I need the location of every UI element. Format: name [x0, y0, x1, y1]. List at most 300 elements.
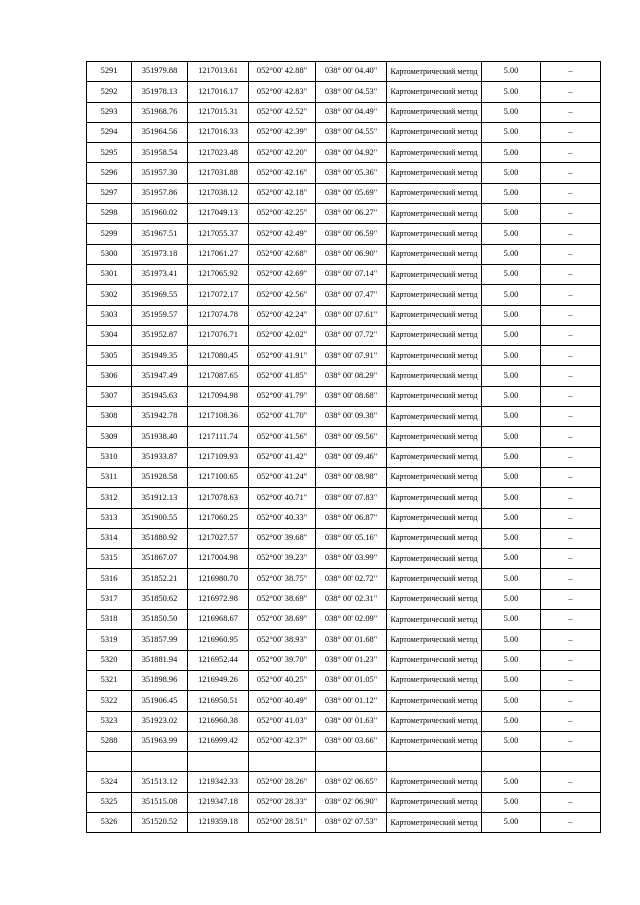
y-coordinate-cell: 1216972.98 [188, 589, 249, 609]
accuracy-cell: 5.00 [482, 386, 541, 406]
x-coordinate-cell: 351881.94 [132, 650, 188, 670]
method-cell: Картометрический метод [387, 204, 482, 224]
latitude-cell: 052°00' 40.33" [249, 508, 316, 528]
latitude-cell: 052°00' 42.39" [249, 122, 316, 142]
coordinates-table [86, 61, 601, 833]
extra-cell: – [541, 264, 601, 284]
point-number-cell: 5305 [87, 346, 132, 366]
accuracy-cell: 5.00 [482, 122, 541, 142]
y-coordinate-cell: 1216980.70 [188, 569, 249, 589]
longitude-cell: 038° 02' 06.65" [316, 772, 387, 792]
table-row [87, 569, 601, 589]
point-number-cell: 5311 [87, 467, 132, 487]
latitude-cell: 052°00' 42.37" [249, 731, 316, 751]
latitude-cell: 052°00' 42.20" [249, 143, 316, 163]
table-row [87, 264, 601, 284]
x-coordinate-cell: 351520.52 [132, 812, 188, 832]
accuracy-cell: 5.00 [482, 691, 541, 711]
y-coordinate-cell: 1217074.78 [188, 305, 249, 325]
method-cell: Картометрический метод [387, 508, 482, 528]
latitude-cell: 052°00' 42.49" [249, 224, 316, 244]
accuracy-cell: 5.00 [482, 772, 541, 792]
latitude-cell: 052°00' 42.18" [249, 183, 316, 203]
y-coordinate-cell: 1217015.31 [188, 102, 249, 122]
y-coordinate-cell: 1217013.61 [188, 62, 249, 82]
extra-cell: – [541, 812, 601, 832]
latitude-cell: 052°00' 42.68" [249, 244, 316, 264]
extra-cell: – [541, 549, 601, 569]
accuracy-cell: 5.00 [482, 183, 541, 203]
x-coordinate-cell: 351960.02 [132, 204, 188, 224]
extra-cell: – [541, 102, 601, 122]
accuracy-cell: 5.00 [482, 407, 541, 427]
x-coordinate-cell: 351850.50 [132, 610, 188, 630]
latitude-cell: 052°00' 41.79" [249, 386, 316, 406]
point-number-cell: 5314 [87, 528, 132, 548]
table-row [87, 467, 601, 487]
table-row [87, 447, 601, 467]
latitude-cell: 052°00' 41.70" [249, 407, 316, 427]
point-number-cell: 5292 [87, 82, 132, 102]
longitude-cell: 038° 00' 06.59" [316, 224, 387, 244]
y-coordinate-cell: 1217108.36 [188, 407, 249, 427]
method-cell: Картометрический метод [387, 589, 482, 609]
table-row [87, 528, 601, 548]
x-coordinate-cell: 351857.99 [132, 630, 188, 650]
longitude-cell: 038° 00' 01.63" [316, 711, 387, 731]
accuracy-cell: 5.00 [482, 325, 541, 345]
latitude-cell: 052°00' 41.03" [249, 711, 316, 731]
table-row [87, 589, 601, 609]
extra-cell: – [541, 366, 601, 386]
y-coordinate-cell: 1217109.93 [188, 447, 249, 467]
method-cell: Картометрический метод [387, 143, 482, 163]
accuracy-cell: 5.00 [482, 204, 541, 224]
accuracy-cell: 5.00 [482, 305, 541, 325]
table-row [87, 204, 601, 224]
method-cell: Картометрический метод [387, 183, 482, 203]
point-number-cell: 5322 [87, 691, 132, 711]
accuracy-cell: 5.00 [482, 569, 541, 589]
x-coordinate-cell: 351938.40 [132, 427, 188, 447]
point-number-cell: 5288 [87, 731, 132, 751]
y-coordinate-cell: 1219347.18 [188, 792, 249, 812]
y-coordinate-cell: 1216952.44 [188, 650, 249, 670]
x-coordinate-cell: 351850.62 [132, 589, 188, 609]
point-number-cell: 5325 [87, 792, 132, 812]
method-cell: Картометрический метод [387, 366, 482, 386]
table-row [87, 366, 601, 386]
table-separator-row [87, 752, 601, 772]
y-coordinate-cell: 1217027.57 [188, 528, 249, 548]
table-row [87, 386, 601, 406]
table-row [87, 549, 601, 569]
x-coordinate-cell: 351515.08 [132, 792, 188, 812]
point-number-cell: 5294 [87, 122, 132, 142]
table-body [87, 62, 601, 833]
extra-cell: – [541, 488, 601, 508]
extra-cell: – [541, 143, 601, 163]
x-coordinate-cell: 351957.86 [132, 183, 188, 203]
accuracy-cell: 5.00 [482, 102, 541, 122]
method-cell: Картометрический метод [387, 102, 482, 122]
x-coordinate-cell: 351880.92 [132, 528, 188, 548]
x-coordinate-cell: 351923.02 [132, 711, 188, 731]
accuracy-cell: 5.00 [482, 62, 541, 82]
method-cell: Картометрический метод [387, 630, 482, 650]
method-cell: Картометрический метод [387, 163, 482, 183]
accuracy-cell: 5.00 [482, 488, 541, 508]
y-coordinate-cell: 1217065.92 [188, 264, 249, 284]
longitude-cell: 038° 00' 08.68" [316, 386, 387, 406]
x-coordinate-cell: 351906.45 [132, 691, 188, 711]
table-row [87, 792, 601, 812]
longitude-cell: 038° 00' 04.92" [316, 143, 387, 163]
longitude-cell: 038° 00' 08.98" [316, 467, 387, 487]
extra-cell: – [541, 650, 601, 670]
extra-cell: – [541, 427, 601, 447]
method-cell: Картометрический метод [387, 711, 482, 731]
table-row [87, 143, 601, 163]
point-number-cell: 5297 [87, 183, 132, 203]
latitude-cell: 052°00' 39.23" [249, 549, 316, 569]
longitude-cell: 038° 00' 03.99" [316, 549, 387, 569]
table-row [87, 325, 601, 345]
y-coordinate-cell: 1217061.27 [188, 244, 249, 264]
extra-cell: – [541, 772, 601, 792]
point-number-cell: 5307 [87, 386, 132, 406]
y-coordinate-cell: 1216960.95 [188, 630, 249, 650]
latitude-cell: 052°00' 40.49" [249, 691, 316, 711]
table-row [87, 62, 601, 82]
accuracy-cell: 5.00 [482, 731, 541, 751]
method-cell: Картометрический метод [387, 305, 482, 325]
y-coordinate-cell: 1219359.18 [188, 812, 249, 832]
point-number-cell: 5324 [87, 772, 132, 792]
point-number-cell: 5319 [87, 630, 132, 650]
point-number-cell: 5315 [87, 549, 132, 569]
y-coordinate-cell: 1217111.74 [188, 427, 249, 447]
accuracy-cell: 5.00 [482, 650, 541, 670]
y-coordinate-cell: 1216950.51 [188, 691, 249, 711]
y-coordinate-cell: 1217080.45 [188, 346, 249, 366]
latitude-cell: 052°00' 42.83" [249, 82, 316, 102]
y-coordinate-cell: 1217049.13 [188, 204, 249, 224]
y-coordinate-cell: 1217004.98 [188, 549, 249, 569]
method-cell: Картометрический метод [387, 82, 482, 102]
table-row [87, 305, 601, 325]
x-coordinate-cell: 351967.51 [132, 224, 188, 244]
extra-cell: – [541, 792, 601, 812]
accuracy-cell: 5.00 [482, 508, 541, 528]
extra-cell: – [541, 183, 601, 203]
x-coordinate-cell: 351978.13 [132, 82, 188, 102]
latitude-cell: 052°00' 28.51" [249, 812, 316, 832]
longitude-cell: 038° 00' 09.56" [316, 427, 387, 447]
x-coordinate-cell: 351942.78 [132, 407, 188, 427]
extra-cell [541, 752, 601, 772]
x-coordinate-cell [132, 752, 188, 772]
table-row [87, 812, 601, 832]
table-row [87, 244, 601, 264]
y-coordinate-cell: 1217055.37 [188, 224, 249, 244]
latitude-cell: 052°00' 41.24" [249, 467, 316, 487]
method-cell: Картометрический метод [387, 670, 482, 690]
accuracy-cell: 5.00 [482, 589, 541, 609]
extra-cell: – [541, 325, 601, 345]
x-coordinate-cell: 351947.49 [132, 366, 188, 386]
accuracy-cell: 5.00 [482, 549, 541, 569]
x-coordinate-cell: 351973.41 [132, 264, 188, 284]
extra-cell: – [541, 244, 601, 264]
longitude-cell: 038° 00' 07.83" [316, 488, 387, 508]
method-cell: Картометрический метод [387, 224, 482, 244]
x-coordinate-cell: 351968.76 [132, 102, 188, 122]
longitude-cell: 038° 02' 06.90" [316, 792, 387, 812]
extra-cell: – [541, 122, 601, 142]
latitude-cell: 052°00' 42.88" [249, 62, 316, 82]
x-coordinate-cell: 351898.96 [132, 670, 188, 690]
point-number-cell: 5298 [87, 204, 132, 224]
extra-cell: – [541, 346, 601, 366]
accuracy-cell: 5.00 [482, 528, 541, 548]
extra-cell: – [541, 467, 601, 487]
x-coordinate-cell: 351867.07 [132, 549, 188, 569]
longitude-cell: 038° 00' 04.53" [316, 82, 387, 102]
x-coordinate-cell: 351900.55 [132, 508, 188, 528]
table-row [87, 650, 601, 670]
latitude-cell: 052°00' 39.68" [249, 528, 316, 548]
longitude-cell: 038° 00' 07.91" [316, 346, 387, 366]
table-row [87, 731, 601, 751]
y-coordinate-cell: 1216968.67 [188, 610, 249, 630]
x-coordinate-cell: 351959.57 [132, 305, 188, 325]
table-row [87, 630, 601, 650]
latitude-cell: 052°00' 42.69" [249, 264, 316, 284]
point-number-cell: 5302 [87, 285, 132, 305]
x-coordinate-cell: 351928.58 [132, 467, 188, 487]
method-cell: Картометрический метод [387, 447, 482, 467]
point-number-cell: 5321 [87, 670, 132, 690]
longitude-cell: 038° 00' 07.72" [316, 325, 387, 345]
longitude-cell: 038° 00' 01.05" [316, 670, 387, 690]
extra-cell: – [541, 305, 601, 325]
latitude-cell: 052°00' 42.16" [249, 163, 316, 183]
method-cell: Картометрический метод [387, 62, 482, 82]
method-cell: Картометрический метод [387, 346, 482, 366]
point-number-cell: 5320 [87, 650, 132, 670]
extra-cell: – [541, 285, 601, 305]
accuracy-cell: 5.00 [482, 244, 541, 264]
latitude-cell: 052°00' 38.93" [249, 630, 316, 650]
method-cell: Картометрический метод [387, 772, 482, 792]
longitude-cell: 038° 02' 07.53" [316, 812, 387, 832]
table-row [87, 427, 601, 447]
extra-cell: – [541, 691, 601, 711]
point-number-cell [87, 752, 132, 772]
accuracy-cell: 5.00 [482, 711, 541, 731]
point-number-cell: 5296 [87, 163, 132, 183]
extra-cell: – [541, 62, 601, 82]
longitude-cell: 038° 00' 07.14" [316, 264, 387, 284]
table-row [87, 122, 601, 142]
y-coordinate-cell: 1219342.33 [188, 772, 249, 792]
y-coordinate-cell: 1217076.71 [188, 325, 249, 345]
longitude-cell: 038° 00' 01.68" [316, 630, 387, 650]
longitude-cell [316, 752, 387, 772]
method-cell [387, 752, 482, 772]
latitude-cell: 052°00' 42.52" [249, 102, 316, 122]
method-cell: Картометрический метод [387, 488, 482, 508]
x-coordinate-cell: 351973.18 [132, 244, 188, 264]
latitude-cell: 052°00' 40.71" [249, 488, 316, 508]
accuracy-cell: 5.00 [482, 630, 541, 650]
table-row [87, 183, 601, 203]
longitude-cell: 038° 00' 05.36" [316, 163, 387, 183]
point-number-cell: 5306 [87, 366, 132, 386]
x-coordinate-cell: 351952.87 [132, 325, 188, 345]
y-coordinate-cell: 1216960.38 [188, 711, 249, 731]
y-coordinate-cell: 1217031.88 [188, 163, 249, 183]
latitude-cell: 052°00' 28.26" [249, 772, 316, 792]
table-row [87, 102, 601, 122]
accuracy-cell: 5.00 [482, 427, 541, 447]
extra-cell: – [541, 163, 601, 183]
x-coordinate-cell: 351933.87 [132, 447, 188, 467]
longitude-cell: 038° 00' 01.12" [316, 691, 387, 711]
point-number-cell: 5310 [87, 447, 132, 467]
latitude-cell: 052°00' 38.75" [249, 569, 316, 589]
latitude-cell: 052°00' 38.69" [249, 589, 316, 609]
longitude-cell: 038° 00' 02.31" [316, 589, 387, 609]
accuracy-cell: 5.00 [482, 264, 541, 284]
point-number-cell: 5300 [87, 244, 132, 264]
y-coordinate-cell: 1217094.98 [188, 386, 249, 406]
table-row [87, 285, 601, 305]
y-coordinate-cell: 1217016.33 [188, 122, 249, 142]
longitude-cell: 038° 00' 06.27" [316, 204, 387, 224]
longitude-cell: 038° 00' 09.38" [316, 407, 387, 427]
x-coordinate-cell: 351957.30 [132, 163, 188, 183]
point-number-cell: 5293 [87, 102, 132, 122]
point-number-cell: 5316 [87, 569, 132, 589]
point-number-cell: 5309 [87, 427, 132, 447]
table-row [87, 711, 601, 731]
point-number-cell: 5304 [87, 325, 132, 345]
latitude-cell: 052°00' 41.91" [249, 346, 316, 366]
longitude-cell: 038° 00' 06.90" [316, 244, 387, 264]
y-coordinate-cell: 1217078.63 [188, 488, 249, 508]
x-coordinate-cell: 351852.21 [132, 569, 188, 589]
accuracy-cell: 5.00 [482, 366, 541, 386]
y-coordinate-cell [188, 752, 249, 772]
method-cell: Картометрический метод [387, 244, 482, 264]
y-coordinate-cell: 1217016.17 [188, 82, 249, 102]
accuracy-cell: 5.00 [482, 285, 541, 305]
table-row [87, 488, 601, 508]
accuracy-cell: 5.00 [482, 670, 541, 690]
point-number-cell: 5313 [87, 508, 132, 528]
extra-cell: – [541, 711, 601, 731]
accuracy-cell: 5.00 [482, 447, 541, 467]
longitude-cell: 038° 00' 07.47" [316, 285, 387, 305]
method-cell: Картометрический метод [387, 386, 482, 406]
latitude-cell: 052°00' 42.56" [249, 285, 316, 305]
table-row [87, 772, 601, 792]
longitude-cell: 038° 00' 02.09" [316, 610, 387, 630]
latitude-cell [249, 752, 316, 772]
extra-cell: – [541, 589, 601, 609]
method-cell: Картометрический метод [387, 285, 482, 305]
method-cell: Картометрический метод [387, 467, 482, 487]
table-row [87, 691, 601, 711]
longitude-cell: 038° 00' 03.66" [316, 731, 387, 751]
extra-cell: – [541, 610, 601, 630]
latitude-cell: 052°00' 40.25" [249, 670, 316, 690]
method-cell: Картометрический метод [387, 691, 482, 711]
extra-cell: – [541, 528, 601, 548]
latitude-cell: 052°00' 39.70" [249, 650, 316, 670]
method-cell: Картометрический метод [387, 650, 482, 670]
extra-cell: – [541, 224, 601, 244]
latitude-cell: 052°00' 42.24" [249, 305, 316, 325]
y-coordinate-cell: 1217023.48 [188, 143, 249, 163]
extra-cell: – [541, 204, 601, 224]
accuracy-cell: 5.00 [482, 224, 541, 244]
method-cell: Картометрический метод [387, 122, 482, 142]
method-cell: Картометрический метод [387, 549, 482, 569]
method-cell: Картометрический метод [387, 427, 482, 447]
point-number-cell: 5317 [87, 589, 132, 609]
point-number-cell: 5326 [87, 812, 132, 832]
method-cell: Картометрический метод [387, 407, 482, 427]
point-number-cell: 5301 [87, 264, 132, 284]
extra-cell: – [541, 731, 601, 751]
longitude-cell: 038° 00' 02.72" [316, 569, 387, 589]
latitude-cell: 052°00' 28.33" [249, 792, 316, 812]
longitude-cell: 038° 00' 06.87" [316, 508, 387, 528]
extra-cell: – [541, 508, 601, 528]
y-coordinate-cell: 1217100.65 [188, 467, 249, 487]
y-coordinate-cell: 1217072.17 [188, 285, 249, 305]
x-coordinate-cell: 351963.99 [132, 731, 188, 751]
accuracy-cell: 5.00 [482, 346, 541, 366]
point-number-cell: 5323 [87, 711, 132, 731]
extra-cell: – [541, 630, 601, 650]
table-row [87, 224, 601, 244]
y-coordinate-cell: 1217060.25 [188, 508, 249, 528]
y-coordinate-cell: 1217038.12 [188, 183, 249, 203]
accuracy-cell: 5.00 [482, 610, 541, 630]
method-cell: Картометрический метод [387, 264, 482, 284]
x-coordinate-cell: 351912.13 [132, 488, 188, 508]
accuracy-cell: 5.00 [482, 812, 541, 832]
longitude-cell: 038° 00' 04.49" [316, 102, 387, 122]
method-cell: Картометрический метод [387, 528, 482, 548]
x-coordinate-cell: 351964.56 [132, 122, 188, 142]
point-number-cell: 5295 [87, 143, 132, 163]
longitude-cell: 038° 00' 04.55" [316, 122, 387, 142]
method-cell: Картометрический метод [387, 569, 482, 589]
x-coordinate-cell: 351949.35 [132, 346, 188, 366]
latitude-cell: 052°00' 41.85" [249, 366, 316, 386]
y-coordinate-cell: 1216949.26 [188, 670, 249, 690]
extra-cell: – [541, 447, 601, 467]
extra-cell: – [541, 569, 601, 589]
point-number-cell: 5299 [87, 224, 132, 244]
accuracy-cell [482, 752, 541, 772]
method-cell: Картометрический метод [387, 792, 482, 812]
